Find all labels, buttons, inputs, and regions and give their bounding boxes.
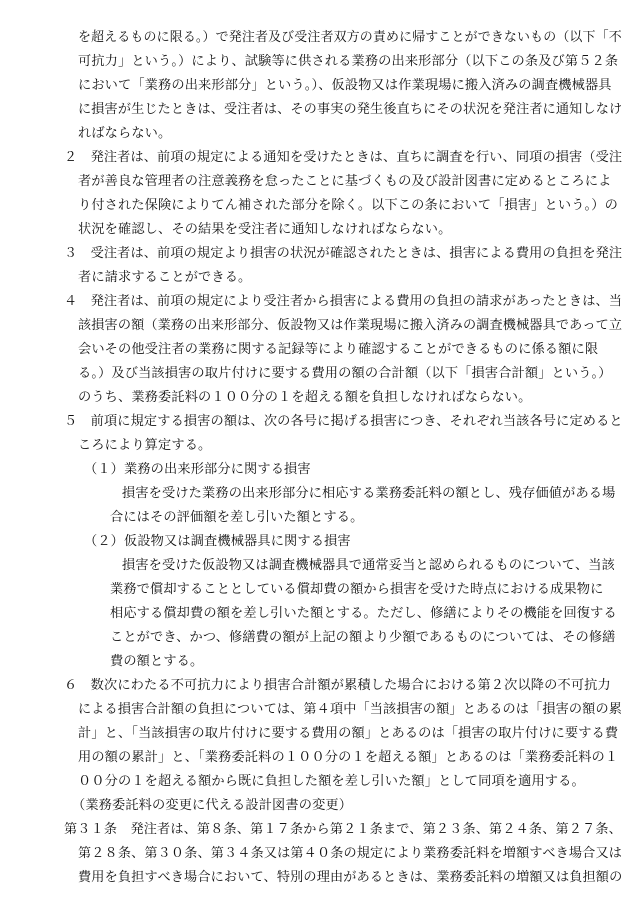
item-text-line: 損害を受けた業務の出来形部分に相応する業務委託料の額とし、残存価値がある場 — [122, 486, 616, 501]
item-heading: （２）仮設物又は調査機械器具に関する損害 — [84, 534, 351, 549]
text-line: において「業務の出来形部分」という。）、仮設物又は作業現場に搬入済みの調査機械器具 — [78, 78, 612, 93]
item-heading: （１）業務の出来形部分に関する損害 — [84, 462, 311, 477]
paragraph-start: ３ 受注者は、前項の規定より損害の状況が確認されたときは、損害による費用の負担を発注 — [64, 246, 623, 261]
text-line: る。）及び当該損害の取片付けに要する費用の額の合計額（以下「損害合計額」という。） — [78, 366, 612, 381]
text-line: り付された保険によりてん補された部分を除く。以下この条において「損害」という。）の — [78, 198, 618, 213]
text-line: 者に請求することができる。 — [78, 270, 252, 285]
text-line: 第２８条、第３０条、第３４条又は第４０条の規定により業務委託料を増額すべき場合又は — [78, 846, 623, 861]
paragraph-start: ５ 前項に規定する損害の額は、次の各号に掲げる損害につき、それぞれ当該各号に定めると — [64, 414, 623, 429]
paragraph-start: ４ 発注者は、前項の規定により受注者から損害による費用の負担の請求があったときは、当 — [64, 294, 623, 309]
text-line: のうち、業務委託料の１００分の１を超える額を負担しなければならない。 — [78, 390, 532, 405]
text-line: 状況を確認し、その結果を受注者に通知しなければならない。 — [78, 222, 452, 237]
article-caption: （業務委託料の変更に代える設計図書の変更） — [72, 798, 353, 813]
article-heading: 第３１条 発注者は、第８条、第１７条から第２１条まで、第２３条、第２４条、第２７条、 — [64, 822, 622, 837]
item-text-line: 相応する償却費の額を差し引いた額とする。ただし、修繕によりその機能を回復する — [110, 606, 617, 621]
item-text-line: ことができ、かつ、修繕費の額が上記の額より少額であるものについては、その修繕 — [110, 630, 616, 645]
text-line: 計」と、「当該損害の取片付けに要する費用の額」とあるのは「損害の取片付けに要する費 — [78, 726, 619, 741]
text-line: に損害が生じたときは、受注者は、その事実の発生後直ちにその状況を発注者に通知しなけ — [78, 102, 623, 117]
item-text-line: 費の額とする。 — [110, 654, 204, 669]
text-line: を超えるものに限る。）で発注者及び受注者双方の責めに帰すことができないもの（以下「不 — [78, 30, 622, 45]
text-line: ころにより算定する。 — [78, 438, 212, 453]
text-line: 用の額の累計」と、「業務委託料の１００分の１を超える額」とあるのは「業務委託料の１ — [78, 750, 619, 765]
item-text-line: 業務で償却することとしている償却費の額から損害を受けた時点における成果物に — [110, 582, 604, 597]
item-text-line: 損害を受けた仮設物又は調査機械器具で通常妥当と認められるものについて、当該 — [122, 558, 615, 573]
item-text-line: 合にはその評価額を差し引いた額とする。 — [110, 510, 364, 525]
text-line: 可抗力」という。）により、試験等に供される業務の出来形部分（以下この条及び第５２条 — [78, 54, 619, 69]
text-line: ればならない。 — [78, 126, 172, 141]
text-line: 会いその他受注者の業務に関する記録等により確認することができるものに係る額に限 — [78, 342, 599, 357]
text-line: による損害合計額の負担については、第４項中「当該損害の額」とあるのは「損害の額の累 — [78, 702, 623, 717]
text-line: ００分の１を超える額から既に負担した額を差し引いた額」として同項を適用する。 — [78, 774, 585, 789]
paragraph-start: ２ 発注者は、前項の規定による通知を受けたときは、直ちに調査を行い、同項の損害（受注 — [64, 150, 623, 165]
text-line: 費用を負担すべき場合において、特別の理由があるときは、業務委託料の増額又は負担額の — [78, 870, 623, 885]
paragraph-start: ６ 数次にわたる不可抗力により損害合計額が累積した場合における第２次以降の不可抗力 — [64, 678, 611, 693]
text-line: 該損害の額（業務の出来形部分、仮設物又は作業現場に搬入済みの調査機械器具であって立 — [78, 318, 623, 333]
text-line: 者が善良な管理者の注意義務を怠ったことに基づくもの及び設計図書に定めるところによ — [78, 174, 612, 189]
